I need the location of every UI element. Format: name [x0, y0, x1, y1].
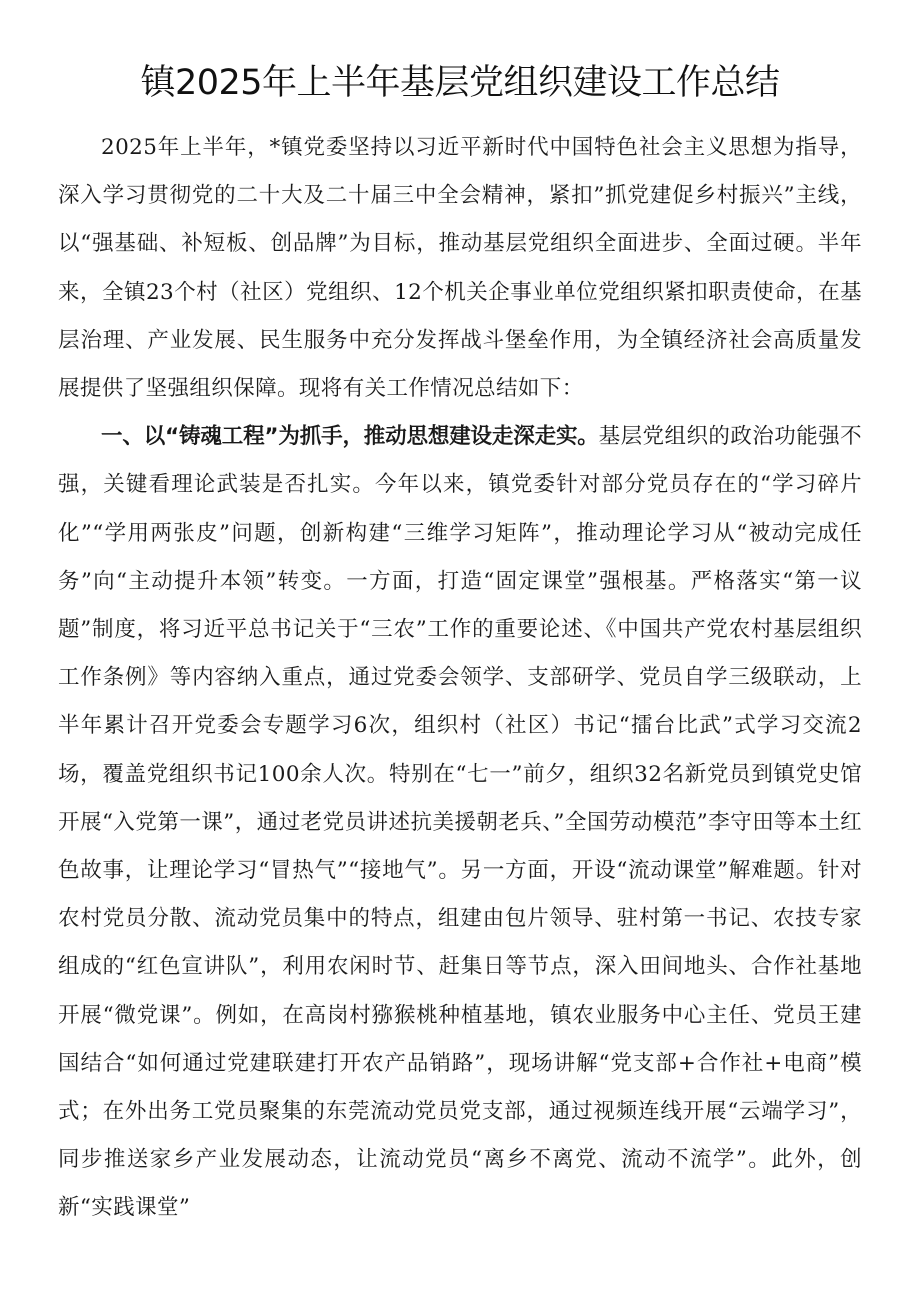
section-1-paragraph	[58, 413, 862, 1232]
document-title: 镇2025年上半年基层党组织建设工作总结	[140, 63, 780, 103]
section-1-body: 基层党组织的政治功能强不强，关键看理论武装是否扎实。今年以来，镇党委针对部分党员存在的“学习碎片化”“学用两张皮”问题，创新构建“三维学习矩阵”，推动理论学习从“被动完成任务”向“主动提升本领”转变。一方面，打造“固定课堂”强根基。严格落实“第一议题”制度，将习近平总书记关于“三农”工作的重要论述、《中国共产党农村基层组织工作条例》等内容纳入重点，通过党委会领学、支部研学、党员自学三级联动，上半年累计召开党委会专题学习6次，组织村（社区）书记“擂台比武”式学习交流2场，覆盖党组织书记100余人次。特别在“七一”前夕，组织32名新党员到镇党史馆开展“入党第一课”，通过老党员讲述抗美援朝老兵、”全国劳动模范”李守田等本土红色故事，让理论学习“冒热气”“接地气”。另一方面，开设“流动课堂”解难题。针对农村党员分散、流动党员集中的特点，组建由包片领导、驻村第一书记、农技专家组成的“红色宣讲队”，利用农闲时节、赶集日等节点，深入田间地头、合作社基地开展“微党课”。例如，在高岗村猕猴桃种植基地，镇农业服务中心主任、党员王建国结合“如何通过党建联建打开农产品销路”，现场讲解“党支部+合作社+电商”模式；在外出务工党员聚集的东莞流动党员党支部，通过视频连线开展“云端学习”，同步推送家乡产业发展动态，让流动党员“离乡不离党、流动不流学”。此外，创新“实践课堂”	[58, 424, 862, 1221]
intro-paragraph: 2025年上半年，*镇党委坚持以习近平新时代中国特色社会主义思想为指导，深入学习贯彻党的二十大及二十届三中全会精神，紧扣”抓党建促乡村振兴”主线，以“强基础、补短板、创品牌”为目标，推动基层党组织全面进步、全面过硬。半年来，全镇23个村（社区）党组织、12个机关企事业单位党组织紧扣职责使命，在基层治理、产业发展、民生服务中充分发挥战斗堡垒作用，为全镇经济社会高质量发展提供了坚强组织保障。现将有关工作情况总结如下：	[58, 135, 862, 402]
section-1-heading: 一、以“铸魂工程”为抓手，推动思想建设走深走实。	[101, 424, 599, 450]
